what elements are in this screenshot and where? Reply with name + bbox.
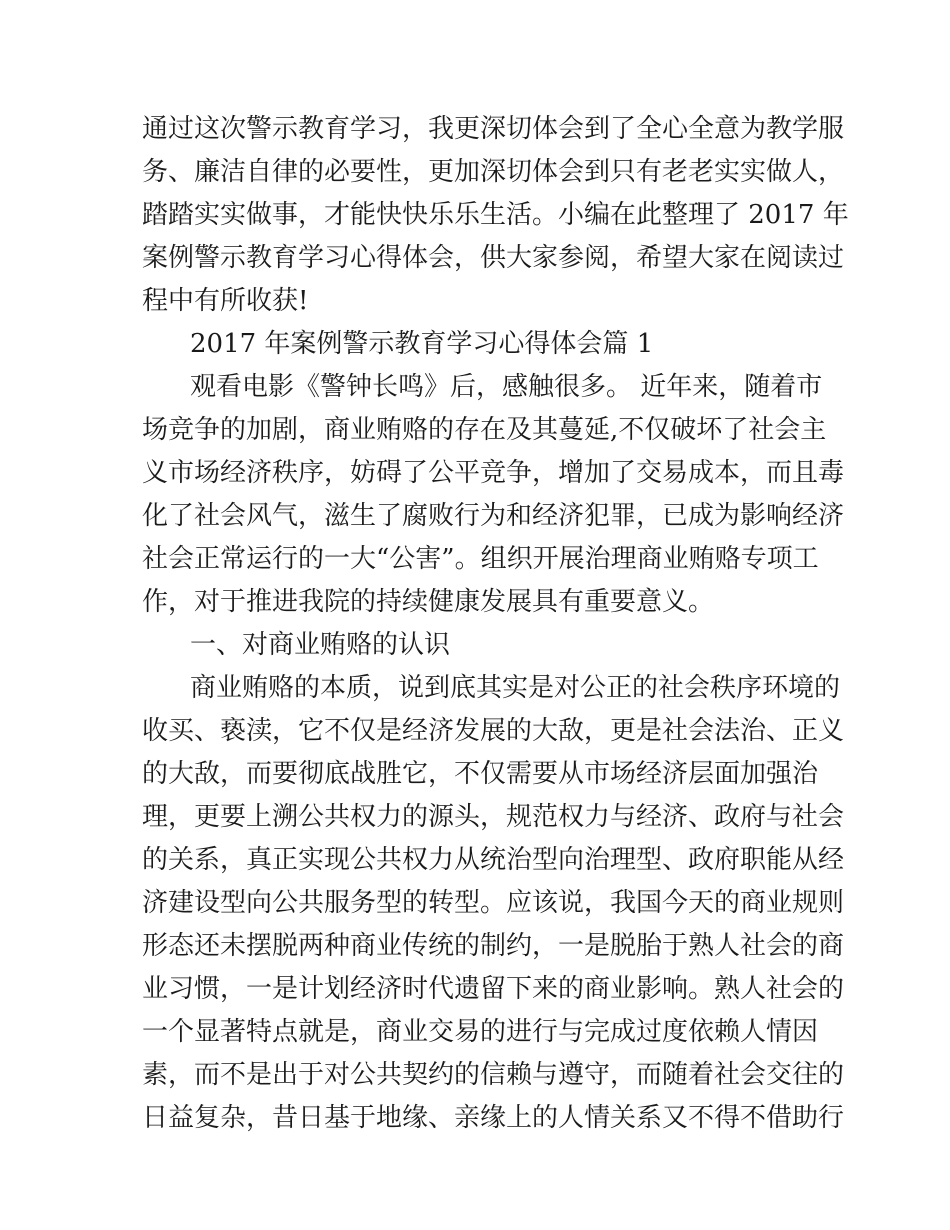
paragraph-2-line-8: 业习惯，一是计划经济时代遗留下来的商业影响。熟人社会的 bbox=[142, 974, 845, 1004]
paragraph-2-line-11: 日益复杂，昔日基于地缘、亲缘上的人情关系又不得不借助行 bbox=[142, 1103, 845, 1133]
intro-line-3: 踏踏实实做事，才能快快乐乐生活。小编在此整理了 2017 年 bbox=[142, 200, 849, 230]
paragraph-2-line-10: 素，而不是出于对公共契约的信赖与遵守，而随着社会交往的 bbox=[142, 1060, 845, 1090]
paragraph-1-line-1: 观看电影《警钟长鸣》后，感触很多。 近年来，随着市 bbox=[190, 372, 823, 402]
intro-line-2: 务、廉洁自律的必要性，更加深切体会到只有老老实实做人， bbox=[142, 157, 845, 187]
paragraph-2-line-2: 收买、亵渎，它不仅是经济发展的大敌，更是社会法治、正义 bbox=[142, 716, 845, 746]
paragraph-2-line-1: 商业贿赂的本质，说到底其实是对公正的社会秩序环境的 bbox=[190, 673, 841, 703]
paragraph-2-line-6: 济建设型向公共服务型的转型。应该说，我国今天的商业规则 bbox=[142, 888, 845, 918]
paragraph-1-line-5: 社会正常运行的一大“公害”。组织开展治理商业贿赂专项工 bbox=[142, 544, 819, 574]
paragraph-1-line-4: 化了社会风气，滋生了腐败行为和经济犯罪，已成为影响经济 bbox=[142, 501, 845, 531]
paragraph-1-line-6: 作，对于推进我院的持续健康发展具有重要意义。 bbox=[142, 587, 715, 617]
section-heading: 2017 年案例警示教育学习心得体会篇 1 bbox=[190, 329, 654, 359]
subheading-1: 一、对商业贿赂的认识 bbox=[190, 630, 451, 660]
paragraph-2-line-4: 理，更要上溯公共权力的源头，规范权力与经济、政府与社会 bbox=[142, 802, 845, 832]
intro-line-5: 程中有所收获! bbox=[142, 286, 309, 316]
paragraph-1-line-3: 义市场经济秩序，妨碍了公平竞争，增加了交易成本，而且毒 bbox=[142, 458, 845, 488]
paragraph-2-line-3: 的大敌，而要彻底战胜它，不仅需要从市场经济层面加强治 bbox=[142, 759, 819, 789]
intro-line-4: 案例警示教育学习心得体会，供大家参阅，希望大家在阅读过 bbox=[142, 243, 845, 273]
paragraph-2-line-7: 形态还未摆脱两种商业传统的制约，一是脱胎于熟人社会的商 bbox=[142, 931, 845, 961]
paragraph-2-line-5: 的关系，真正实现公共权力从统治型向治理型、政府职能从经 bbox=[142, 845, 845, 875]
paragraph-2-line-9: 一个显著特点就是，商业交易的进行与完成过度依赖人情因 bbox=[142, 1017, 819, 1047]
intro-line-1: 通过这次警示教育学习，我更深切体会到了全心全意为教学服 bbox=[142, 114, 845, 144]
paragraph-1-line-2: 场竞争的加剧，商业贿赂的存在及其蔓延,不仅破坏了社会主 bbox=[142, 415, 827, 445]
